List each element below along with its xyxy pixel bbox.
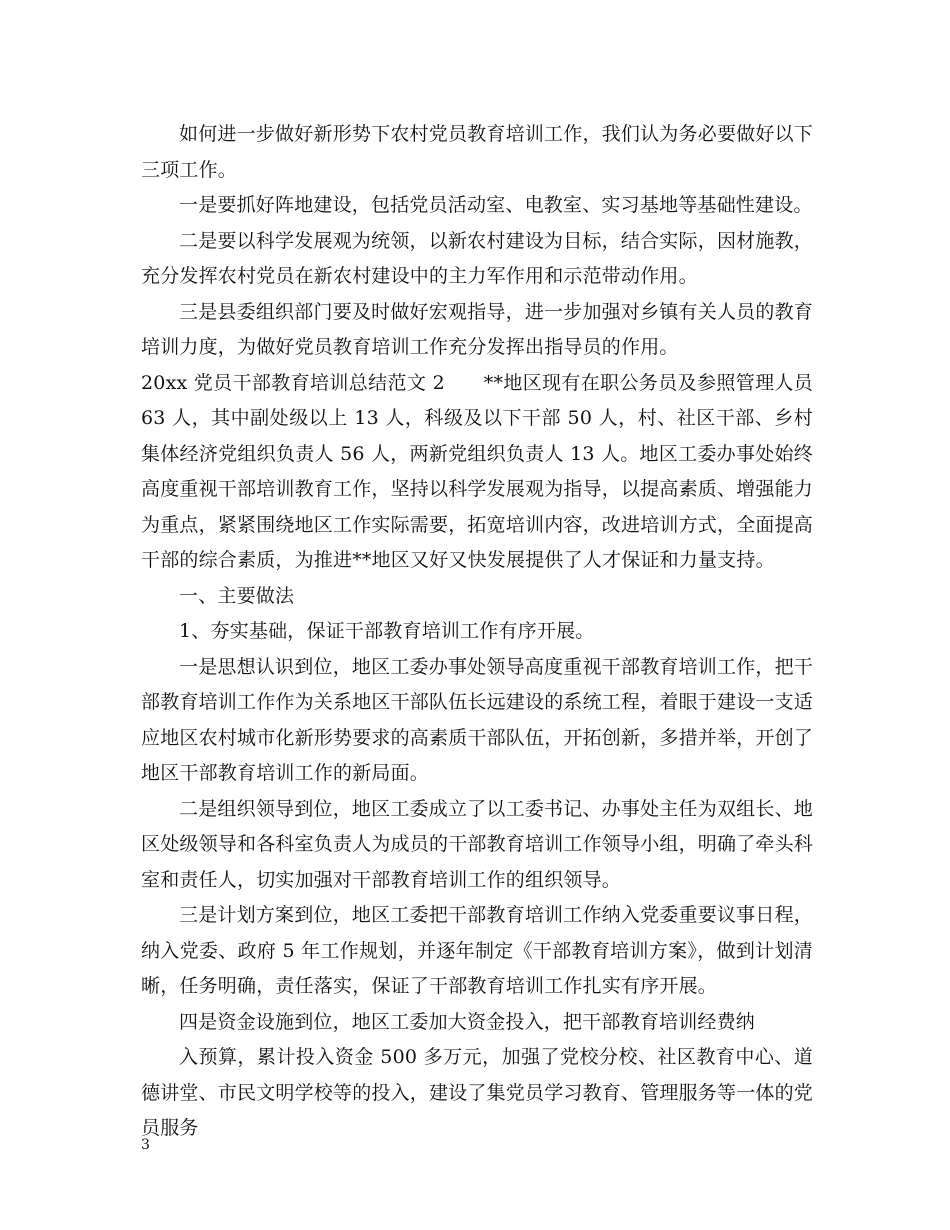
paragraph-4: 三是县委组织部门要及时做好宏观指导，进一步加强对乡镇有关人员的教育培训力度，为做好党员教育培训工作充分发挥出指导员的作用。	[141, 300, 813, 358]
paragraph-12: 入预算，累计投入资金 500 多万元，加强了党校分校、社区教育中心、道德讲堂、市民文明学校等的投入，建设了集党员学习教育、管理服务等一体的党员服务	[141, 1046, 814, 1139]
page-number: 3	[141, 1137, 150, 1153]
document-body	[141, 117, 813, 1147]
paragraph-9: 二是组织领导到位，地区工委成立了以工委书记、办事处主任为双组长、地区处级领导和各科室负责人为成员的干部教育培训工作领导小组，明确了牵头科室和责任人，切实加强对干部教育培训工作的组织领导。	[141, 797, 814, 891]
paragraph-1: 如何进一步做好新形势下农村党员教育培训工作，我们认为务必要做好以下三项工作。	[141, 123, 813, 181]
section-heading: 一、主要做法	[179, 584, 295, 607]
paragraph-11: 四是资金设施到位，地区工委加大资金投入，把干部教育培训经费纳	[179, 1010, 756, 1033]
paragraph-10: 三是计划方案到位，地区工委把干部教育培训工作纳入党委重要议事日程，纳入党委、政府 5 年工作规划，并逐年制定《干部教育培训方案》，做到计划清晰，任务明确，责任落实，保证了干部教育培训工作扎实有序开展。	[141, 904, 813, 997]
paragraph-3: 二是要以科学发展观为统领，以新农村建设为目标，结合实际，因材施教，充分发挥农村党员在新农村建设中的主力军作用和示范带动作用。	[141, 229, 813, 287]
paragraph-2: 一是要抓好阵地建设，包括党员活动室、电教室、实习基地等基础性建设。	[179, 194, 813, 216]
paragraph-8: 一是思想认识到位，地区工委办事处领导高度重视干部教育培训工作，把干部教育培训工作作为关系地区干部队伍长远建设的系统工程，着眼于建设一支适应地区农村城市化新形势要求的高素质干部队伍，开拓创新，多措并举，开创了地区干部教育培训工作的新局面。	[141, 655, 814, 784]
paragraph-5: 20xx 党员干部教育培训总结范文 2 **地区现有在职公务员及参照管理人员 63 人，其中副处级以上 13 人，科级及以下干部 50 人，村、社区干部、乡村集体经济党组织负责人 56 人，两新党组织负责人 13 人。地区工委办事处始终高度重视干部培训教育工作，坚持以科学发展观为指导，以提高素质、增强能力为重点，紧紧围绕地区工作实际需要，拓宽培训内容，改进培训方式，全面提高干部的综合素质，为推进**地区又好又快发展提供了人才保证和力量支持。	[141, 371, 814, 571]
subsection-heading: 1、夯实基础，保证干部教育培训工作有序开展。	[179, 620, 595, 642]
